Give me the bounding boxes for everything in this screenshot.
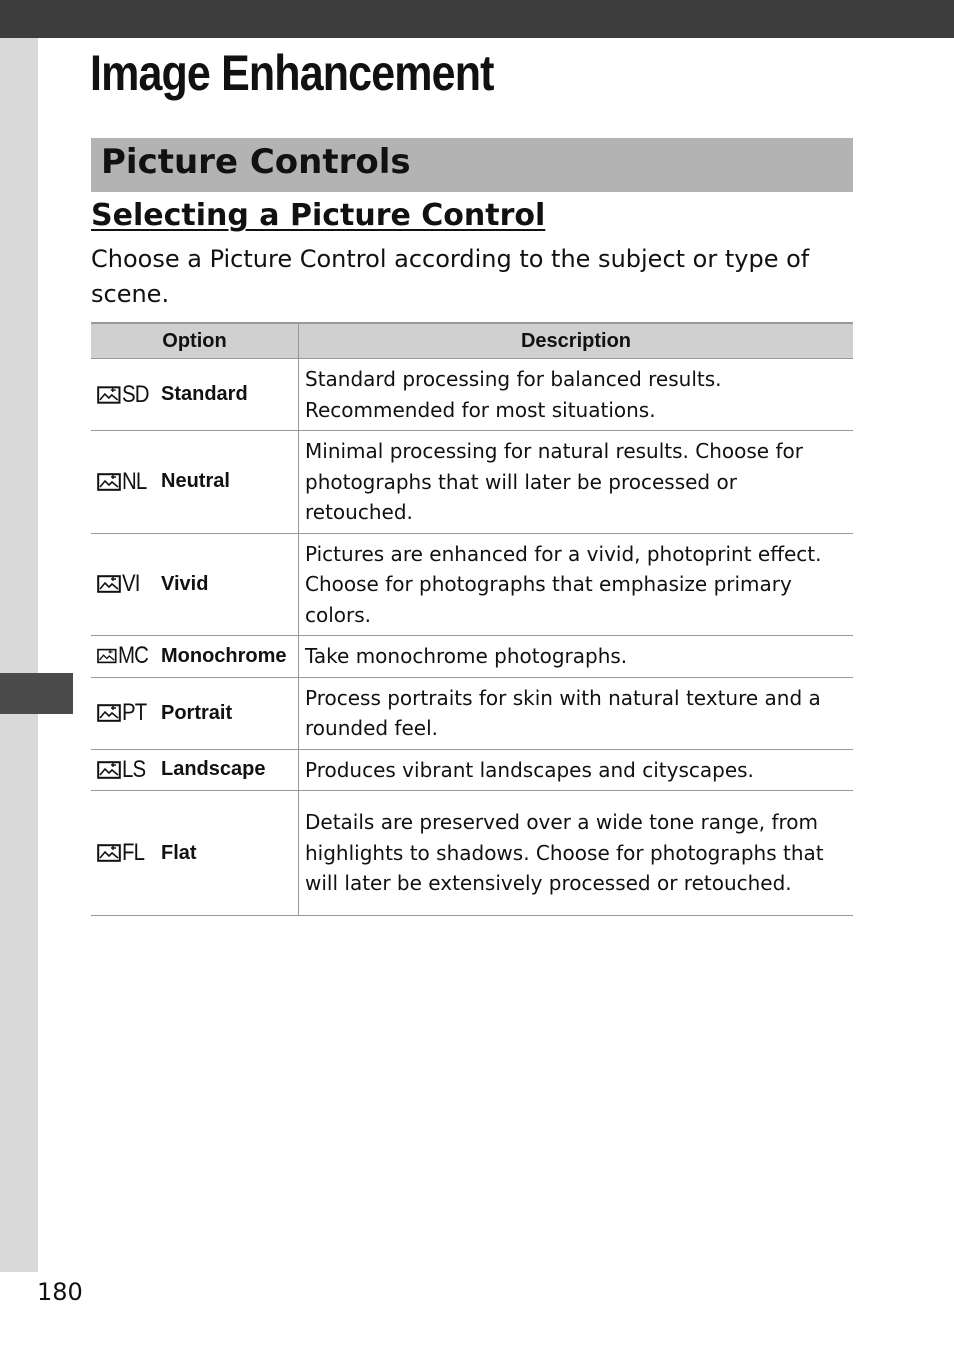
top-bar: [0, 0, 954, 38]
option-cell: [91, 431, 299, 534]
table-body: [91, 359, 853, 916]
description-cell: Pictures are enhanced for a vivid, photoprint effect. Choose for photographs that emphasize primary colors.: [299, 533, 854, 636]
header-option: Option: [91, 323, 299, 359]
page-title: Image Enhancement: [90, 45, 494, 101]
table-row: [91, 533, 853, 636]
picture-control-code: MC: [117, 642, 148, 670]
option-cell: [91, 749, 299, 791]
picture-control-icon: [97, 469, 153, 495]
option-name: Neutral: [161, 470, 230, 493]
option-name: Vivid: [161, 572, 209, 595]
option-cell: [91, 791, 299, 916]
chapter-tab: [0, 673, 73, 714]
table-row: [91, 791, 853, 916]
picture-control-code: VI: [122, 570, 140, 598]
section-title: Picture Controls: [101, 142, 411, 182]
table-row: [91, 677, 853, 749]
option-name: Portrait: [161, 701, 233, 724]
picture-control-icon: [97, 700, 153, 726]
section-band: [91, 138, 853, 192]
picture-control-icon: [97, 757, 153, 783]
option-name: Flat: [161, 841, 197, 864]
picture-control-icon: [97, 840, 153, 866]
option-cell: [91, 533, 299, 636]
picture-control-code: NL: [122, 467, 147, 495]
side-margin-bar: [0, 38, 38, 1272]
table-row: [91, 431, 853, 534]
picture-control-icon: [97, 571, 153, 597]
table-row: [91, 359, 853, 431]
picture-control-icon: [97, 382, 153, 408]
intro-text: Choose a Picture Control according to the subject or type of scene.: [91, 245, 810, 308]
table-row: [91, 749, 853, 791]
option-name: Monochrome: [161, 644, 287, 667]
picture-control-table: [91, 322, 853, 916]
picture-control-code: FL: [122, 839, 145, 866]
description-cell: Take monochrome photographs.: [299, 636, 854, 678]
option-name: Standard: [161, 383, 248, 405]
description-cell: Standard processing for balanced results. Recommended for most situations.: [299, 359, 854, 431]
option-cell: [91, 636, 299, 678]
header-description: Description: [299, 323, 854, 359]
picture-control-code: SD: [121, 380, 149, 408]
page-number: 180: [37, 1278, 83, 1306]
table-header-row: [91, 323, 853, 359]
picture-control-code: LS: [122, 755, 146, 783]
description-cell: Process portraits for skin with natural texture and a rounded feel.: [299, 677, 854, 749]
description-cell: Details are preserved over a wide tone range, from highlights to shadows. Choose for photographs that will later be extensively processed or retouched.: [299, 791, 854, 916]
option-cell: [91, 677, 299, 749]
description-cell: Minimal processing for natural results. Choose for photographs that will later be processed or retouched.: [299, 431, 854, 534]
option-name: Landscape: [161, 758, 266, 781]
subsection-title: Selecting a Picture Control: [91, 198, 546, 233]
description-cell: Produces vibrant landscapes and cityscapes.: [299, 749, 854, 791]
picture-control-code: PT: [122, 699, 147, 726]
option-cell: [91, 359, 299, 431]
picture-control-icon: [97, 643, 153, 669]
table-row: [91, 636, 853, 678]
